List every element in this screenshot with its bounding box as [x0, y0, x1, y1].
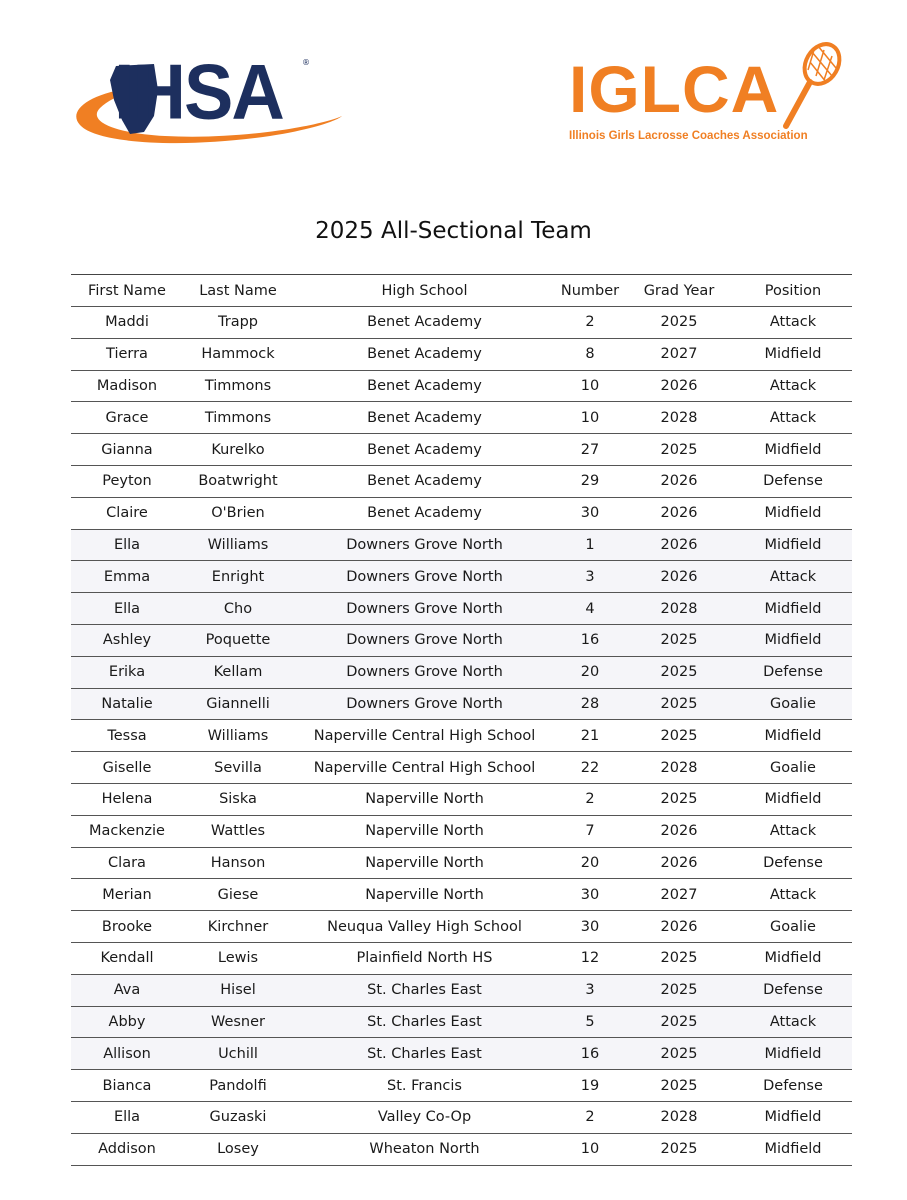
last-name-cell: O'Brien	[183, 497, 293, 529]
position-cell: Midfield	[734, 338, 852, 370]
first-name-cell: Gianna	[71, 434, 183, 466]
last-name-cell: Giannelli	[183, 688, 293, 720]
grad-year-cell: 2025	[624, 974, 734, 1006]
last-name-cell: Williams	[183, 720, 293, 752]
last-name-cell: Kurelko	[183, 434, 293, 466]
grad-year-cell: 2026	[624, 529, 734, 561]
high-school-cell: Benet Academy	[293, 497, 556, 529]
high-school-cell: Plainfield North HS	[293, 942, 556, 974]
last-name-cell: Boatwright	[183, 465, 293, 497]
number-cell: 16	[556, 624, 624, 656]
position-cell: Midfield	[734, 529, 852, 561]
high-school-cell: St. Charles East	[293, 974, 556, 1006]
grad-year-cell: 2025	[624, 307, 734, 339]
high-school-cell: Benet Academy	[293, 338, 556, 370]
position-cell: Midfield	[734, 783, 852, 815]
first-name-cell: Peyton	[71, 465, 183, 497]
last-name-cell: Timmons	[183, 370, 293, 402]
position-cell: Attack	[734, 879, 852, 911]
first-name-cell: Brooke	[71, 911, 183, 943]
table-row	[71, 593, 852, 625]
first-name-cell: Bianca	[71, 1070, 183, 1102]
first-name-cell: Ashley	[71, 624, 183, 656]
table-row	[71, 815, 852, 847]
number-cell: 10	[556, 1133, 624, 1165]
number-cell: 29	[556, 465, 624, 497]
first-name-cell: Emma	[71, 561, 183, 593]
last-name-cell: Giese	[183, 879, 293, 911]
position-cell: Attack	[734, 307, 852, 339]
high-school-cell: Downers Grove North	[293, 688, 556, 720]
last-name-cell: Siska	[183, 783, 293, 815]
high-school-cell: Naperville North	[293, 783, 556, 815]
grad-year-cell: 2025	[624, 656, 734, 688]
position-cell: Midfield	[734, 720, 852, 752]
position-cell: Midfield	[734, 593, 852, 625]
number-cell: 8	[556, 338, 624, 370]
high-school-cell: Valley Co-Op	[293, 1101, 556, 1133]
last-name-cell: Uchill	[183, 1038, 293, 1070]
grad-year-cell: 2025	[624, 720, 734, 752]
number-cell: 20	[556, 656, 624, 688]
grad-year-cell: 2025	[624, 1006, 734, 1038]
number-cell: 4	[556, 593, 624, 625]
first-name-cell: Ava	[71, 974, 183, 1006]
first-name-cell: Tessa	[71, 720, 183, 752]
position-cell: Attack	[734, 815, 852, 847]
grad-year-cell: 2026	[624, 497, 734, 529]
number-cell: 28	[556, 688, 624, 720]
table-row	[71, 402, 852, 434]
last-name-cell: Enright	[183, 561, 293, 593]
number-cell: 3	[556, 561, 624, 593]
grad-year-cell: 2026	[624, 370, 734, 402]
grad-year-cell: 2025	[624, 624, 734, 656]
grad-year-cell: 2028	[624, 1101, 734, 1133]
table-row	[71, 561, 852, 593]
first-name-cell: Merian	[71, 879, 183, 911]
grad-year-cell: 2026	[624, 561, 734, 593]
grad-year-cell: 2026	[624, 847, 734, 879]
last-name-cell: Cho	[183, 593, 293, 625]
position-cell: Defense	[734, 656, 852, 688]
last-name-cell: Hisel	[183, 974, 293, 1006]
last-name-cell: Poquette	[183, 624, 293, 656]
grad-year-cell: 2027	[624, 338, 734, 370]
position-cell: Midfield	[734, 1038, 852, 1070]
number-cell: 16	[556, 1038, 624, 1070]
high-school-cell: Naperville Central High School	[293, 720, 556, 752]
first-name-cell: Abby	[71, 1006, 183, 1038]
position-cell: Goalie	[734, 752, 852, 784]
first-name-cell: Kendall	[71, 942, 183, 974]
iglca-wordmark: IGLCA	[569, 52, 780, 126]
high-school-cell: Downers Grove North	[293, 593, 556, 625]
high-school-cell: Wheaton North	[293, 1133, 556, 1165]
grad-year-cell: 2025	[624, 1070, 734, 1102]
last-name-cell: Sevilla	[183, 752, 293, 784]
grad-year-cell: 2025	[624, 434, 734, 466]
first-name-cell: Clara	[71, 847, 183, 879]
ihsa-logo	[70, 47, 350, 155]
table-row	[71, 1133, 852, 1165]
number-cell: 12	[556, 942, 624, 974]
table-row	[71, 974, 852, 1006]
first-name-cell: Maddi	[71, 307, 183, 339]
number-cell: 2	[556, 1101, 624, 1133]
last-name-cell: Williams	[183, 529, 293, 561]
table-row	[71, 338, 852, 370]
first-name-cell: Addison	[71, 1133, 183, 1165]
position-cell: Defense	[734, 465, 852, 497]
position-cell: Goalie	[734, 911, 852, 943]
last-name-cell: Hanson	[183, 847, 293, 879]
position-cell: Midfield	[734, 1133, 852, 1165]
position-cell: Attack	[734, 402, 852, 434]
high-school-cell: Benet Academy	[293, 402, 556, 434]
high-school-cell: Benet Academy	[293, 307, 556, 339]
last-name-cell: Guzaski	[183, 1101, 293, 1133]
page-title: 2025 All-Sectional Team	[315, 218, 592, 244]
first-name-cell: Giselle	[71, 752, 183, 784]
position-cell: Attack	[734, 1006, 852, 1038]
position-cell: Defense	[734, 1070, 852, 1102]
last-name-cell: Wattles	[183, 815, 293, 847]
number-cell: 30	[556, 911, 624, 943]
position-cell: Midfield	[734, 1101, 852, 1133]
lacrosse-stick-icon	[780, 40, 850, 130]
table-row	[71, 688, 852, 720]
first-name-cell: Erika	[71, 656, 183, 688]
table-row	[71, 529, 852, 561]
iglca-logo	[565, 40, 845, 150]
roster-table	[71, 274, 852, 1166]
table-row	[71, 879, 852, 911]
grad-year-cell: 2026	[624, 465, 734, 497]
high-school-cell: Downers Grove North	[293, 561, 556, 593]
number-cell: 22	[556, 752, 624, 784]
high-school-cell: Downers Grove North	[293, 529, 556, 561]
first-name-cell: Ella	[71, 529, 183, 561]
table-row	[71, 720, 852, 752]
position-cell: Goalie	[734, 688, 852, 720]
table-row	[71, 434, 852, 466]
grad-year-cell: 2025	[624, 942, 734, 974]
high-school-cell: Downers Grove North	[293, 624, 556, 656]
last-name-cell: Pandolfi	[183, 1070, 293, 1102]
grad-year-cell: 2026	[624, 911, 734, 943]
number-cell: 7	[556, 815, 624, 847]
table-row	[71, 942, 852, 974]
high-school-cell: St. Charles East	[293, 1038, 556, 1070]
grad-year-cell: 2026	[624, 815, 734, 847]
number-cell: 30	[556, 497, 624, 529]
last-name-cell: Timmons	[183, 402, 293, 434]
first-name-cell: Madison	[71, 370, 183, 402]
first-name-cell: Ella	[71, 1101, 183, 1133]
table-row	[71, 1101, 852, 1133]
last-name-cell: Hammock	[183, 338, 293, 370]
first-name-cell: Helena	[71, 783, 183, 815]
header-grad-year: Grad Year	[624, 275, 734, 307]
header-number: Number	[556, 275, 624, 307]
high-school-cell: Naperville Central High School	[293, 752, 556, 784]
high-school-cell: Benet Academy	[293, 434, 556, 466]
high-school-cell: Naperville North	[293, 815, 556, 847]
ihsa-registered-mark: ®	[302, 58, 310, 67]
grad-year-cell: 2028	[624, 593, 734, 625]
table-row	[71, 307, 852, 339]
position-cell: Attack	[734, 370, 852, 402]
table-row	[71, 1070, 852, 1102]
last-name-cell: Wesner	[183, 1006, 293, 1038]
position-cell: Defense	[734, 974, 852, 1006]
table-row	[71, 783, 852, 815]
position-cell: Midfield	[734, 942, 852, 974]
high-school-cell: St. Francis	[293, 1070, 556, 1102]
ihsa-wordmark: IHSA	[114, 47, 283, 136]
number-cell: 1	[556, 529, 624, 561]
header-high-school: High School	[293, 275, 556, 307]
number-cell: 20	[556, 847, 624, 879]
position-cell: Defense	[734, 847, 852, 879]
grad-year-cell: 2028	[624, 752, 734, 784]
position-cell: Midfield	[734, 434, 852, 466]
first-name-cell: Natalie	[71, 688, 183, 720]
last-name-cell: Losey	[183, 1133, 293, 1165]
grad-year-cell: 2027	[624, 879, 734, 911]
table-row	[71, 497, 852, 529]
table-row	[71, 624, 852, 656]
high-school-cell: Neuqua Valley High School	[293, 911, 556, 943]
table-row	[71, 1038, 852, 1070]
first-name-cell: Claire	[71, 497, 183, 529]
grad-year-cell: 2025	[624, 1038, 734, 1070]
first-name-cell: Allison	[71, 1038, 183, 1070]
last-name-cell: Trapp	[183, 307, 293, 339]
iglca-subtitle: Illinois Girls Lacrosse Coaches Association	[569, 130, 808, 142]
number-cell: 10	[556, 402, 624, 434]
number-cell: 3	[556, 974, 624, 1006]
table-row	[71, 465, 852, 497]
position-cell: Attack	[734, 561, 852, 593]
header-first-name: First Name	[71, 275, 183, 307]
number-cell: 2	[556, 307, 624, 339]
high-school-cell: Downers Grove North	[293, 656, 556, 688]
table-row	[71, 656, 852, 688]
number-cell: 10	[556, 370, 624, 402]
high-school-cell: Benet Academy	[293, 465, 556, 497]
position-cell: Midfield	[734, 497, 852, 529]
high-school-cell: Naperville North	[293, 879, 556, 911]
table-row	[71, 847, 852, 879]
roster-body	[71, 307, 852, 1166]
high-school-cell: Benet Academy	[293, 370, 556, 402]
table-row	[71, 1006, 852, 1038]
high-school-cell: St. Charles East	[293, 1006, 556, 1038]
first-name-cell: Tierra	[71, 338, 183, 370]
number-cell: 5	[556, 1006, 624, 1038]
high-school-cell: Naperville North	[293, 847, 556, 879]
table-header-row	[71, 275, 852, 307]
header-position: Position	[734, 275, 852, 307]
last-name-cell: Kirchner	[183, 911, 293, 943]
number-cell: 21	[556, 720, 624, 752]
first-name-cell: Ella	[71, 593, 183, 625]
number-cell: 2	[556, 783, 624, 815]
table-row	[71, 752, 852, 784]
number-cell: 19	[556, 1070, 624, 1102]
last-name-cell: Lewis	[183, 942, 293, 974]
header-last-name: Last Name	[183, 275, 293, 307]
number-cell: 27	[556, 434, 624, 466]
grad-year-cell: 2025	[624, 783, 734, 815]
grad-year-cell: 2025	[624, 688, 734, 720]
table-row	[71, 370, 852, 402]
grad-year-cell: 2028	[624, 402, 734, 434]
position-cell: Midfield	[734, 624, 852, 656]
last-name-cell: Kellam	[183, 656, 293, 688]
number-cell: 30	[556, 879, 624, 911]
grad-year-cell: 2025	[624, 1133, 734, 1165]
first-name-cell: Grace	[71, 402, 183, 434]
table-row	[71, 911, 852, 943]
first-name-cell: Mackenzie	[71, 815, 183, 847]
